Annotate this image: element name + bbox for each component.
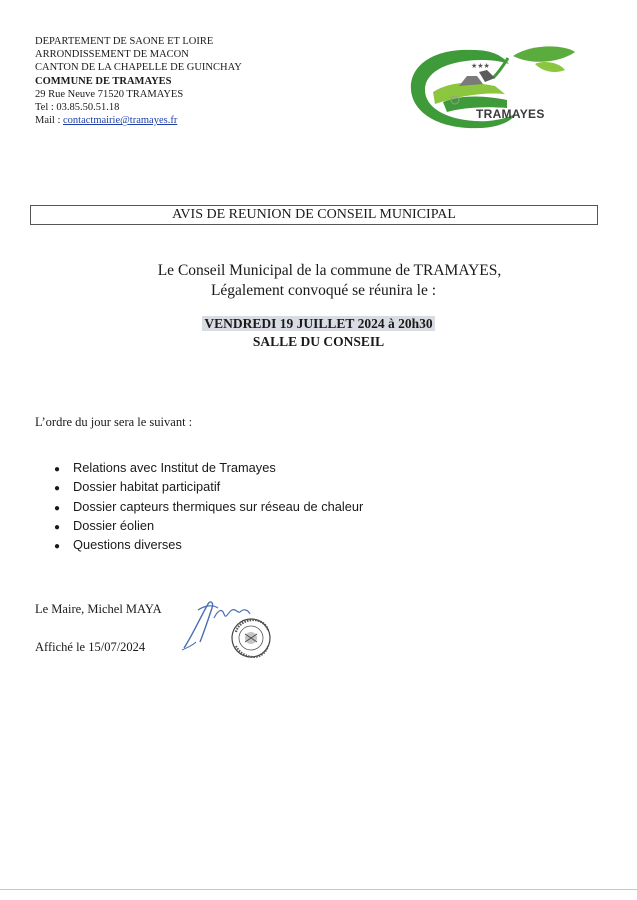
- agenda-item-text: Relations avec Institut de Tramayes: [73, 460, 276, 475]
- meeting-date: [0, 315, 637, 333]
- arrondissement-line: ARRONDISSEMENT DE MACON: [35, 49, 189, 61]
- logo-wordmark: TRAMAYES: [476, 107, 545, 121]
- mail-line: [35, 114, 242, 127]
- bullet-icon: ●: [54, 541, 61, 553]
- mayor-signature-line: Le Maire, Michel MAYA: [35, 602, 162, 616]
- agenda-item-text: Dossier éolien: [73, 517, 155, 533]
- agenda-item-text: Dossier capteurs thermiques sur réseau de chaleur: [73, 498, 364, 514]
- intro-line-2: Légalement convoqué se réunira le :: [210, 282, 437, 299]
- agenda-item: [54, 535, 363, 554]
- agenda-item-text: Dossier habitat participatif: [73, 479, 221, 495]
- posted-date: Affiché le 15/07/2024: [35, 640, 146, 654]
- department-line: DEPARTEMENT DE SAONE ET LOIRE: [35, 36, 214, 47]
- agenda-item: [54, 458, 363, 477]
- agenda-item-text: Questions diverses: [73, 537, 182, 553]
- address-line: 29 Rue Neuve 71520 TRAMAYES: [35, 88, 184, 100]
- bullet-icon: ●: [54, 502, 61, 514]
- mail-link[interactable]: contactmairie@tramayes.fr: [63, 115, 178, 127]
- signature-stamp: [178, 596, 288, 668]
- agenda-intro: L’ordre du jour sera le suivant :: [35, 415, 193, 429]
- svg-text:★★★: ★★★: [471, 62, 490, 70]
- agenda-item: [54, 477, 363, 496]
- intro-line-1: Le Conseil Municipal de la commune de TRAMAYES,: [157, 262, 502, 279]
- bullet-icon: ●: [54, 483, 61, 495]
- canton-line: CANTON DE LA CHAPELLE DE GUINCHAY: [35, 62, 242, 74]
- meeting-place: SALLE DU CONSEIL: [252, 334, 385, 349]
- meeting-date-text: VENDREDI 19 JUILLET 2024 à 20h30: [204, 316, 433, 331]
- phone-line: Tel : 03.85.50.51.18: [35, 102, 120, 114]
- notice-title: AVIS DE REUNION DE CONSEIL MUNICIPAL: [30, 205, 598, 225]
- agenda-item: [54, 516, 363, 535]
- commune-line: COMMUNE DE TRAMAYES: [35, 75, 172, 87]
- agenda-item: [54, 497, 363, 516]
- bullet-icon: ●: [54, 521, 61, 533]
- page-bottom-rule: [0, 889, 637, 890]
- mail-label: Mail :: [35, 115, 63, 127]
- letterhead: [35, 35, 242, 127]
- bullet-icon: ●: [54, 464, 61, 475]
- agenda-list: [54, 458, 363, 554]
